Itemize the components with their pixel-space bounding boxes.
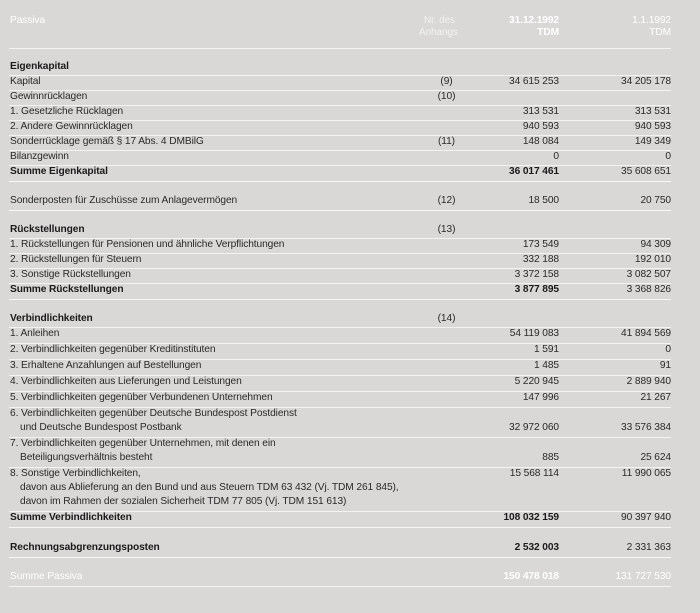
row-value-1992-start: 3 368 826 — [626, 284, 671, 295]
row-value-1992-end: 108 032 159 — [503, 512, 559, 523]
row-value-1992-end: 36 017 461 — [509, 166, 559, 177]
row-value-1992-end: 15 568 114 — [509, 468, 559, 479]
row-value-1992-start: 90 397 940 — [621, 512, 671, 523]
row-label: Sonderposten für Zuschüsse zum Anlagevermögen — [10, 195, 238, 206]
row-value-1992-end: 54 119 083 — [509, 328, 559, 339]
row-label: Rückstellungen — [10, 224, 85, 235]
row-note: (10) — [437, 91, 456, 102]
row-label: Rechnungsabgrenzungsposten — [10, 542, 160, 553]
table-row — [9, 482, 671, 496]
row-value-1992-end: 3 877 895 — [514, 284, 559, 295]
row-label: 3. Erhaltene Anzahlungen auf Bestellungen — [10, 360, 202, 371]
table-row — [9, 438, 671, 452]
row-value-1992-end: 2 532 003 — [514, 542, 559, 553]
note-header-line2: Anhangs — [419, 27, 458, 38]
row-value-1992-end: 173 549 — [522, 239, 559, 250]
row-value-1992-start: 11 990 065 — [621, 468, 671, 479]
row-label: 4. Verbindlichkeiten aus Lieferungen und Leistungen — [10, 376, 242, 387]
col1-date: 31.12.1992 — [509, 15, 559, 26]
row-value-1992-end: 0 — [553, 151, 559, 162]
row-label: 7. Verbindlichkeiten gegenüber Unternehmen, mit denen ein — [10, 438, 276, 449]
row-value-1992-start: 0 — [665, 344, 671, 355]
row-label: 6. Verbindlichkeiten gegenüber Deutsche Bundespost Postdienst — [10, 408, 297, 419]
row-note: (14) — [437, 313, 456, 324]
section-heading-rueckstellungen — [9, 224, 671, 239]
total-row — [9, 512, 671, 528]
column-header-1992-end — [509, 15, 559, 39]
row-value-1992-start: 25 624 — [640, 452, 671, 463]
row-note: (11) — [438, 136, 455, 147]
row-value-1992-end: 940 593 — [522, 121, 559, 132]
table-row — [9, 422, 671, 438]
table-row — [9, 328, 671, 344]
row-label: 2. Verbindlichkeiten gegenüber Kreditinstituten — [10, 344, 216, 355]
row-label: Beteiligungsverhältnis besteht — [20, 452, 153, 463]
table-row — [9, 106, 671, 121]
row-label: 1. Rückstellungen für Pensionen und ähnliche Verpflichtungen — [10, 239, 285, 250]
row-value-1992-start: 313 531 — [634, 106, 671, 117]
row-label: davon aus Ablieferung an den Bund und aus Steuern TDM 63 432 (Vj. TDM 261 845), — [20, 482, 399, 493]
total-row — [9, 284, 671, 300]
row-label: 5. Verbindlichkeiten gegenüber Verbundenen Unternehmen — [10, 392, 273, 403]
row-value-1992-end: 1 485 — [534, 360, 559, 371]
passiva-title: Passiva — [10, 15, 45, 26]
col2-unit: TDM — [649, 27, 671, 38]
row-value-1992-start: 41 894 569 — [621, 328, 671, 339]
row-label: Verbindlichkeiten — [10, 313, 93, 324]
row-value-1992-start: 149 349 — [634, 136, 671, 147]
row-note: (13) — [437, 224, 456, 235]
table-header — [9, 14, 671, 49]
row-value-1992-start: 33 576 384 — [621, 422, 671, 433]
row-value-1992-start: 35 608 651 — [621, 166, 671, 177]
total-row — [9, 166, 671, 182]
row-label: 8. Sonstige Verbindlichkeiten, — [10, 468, 141, 479]
row-label: und Deutsche Bundespost Postbank — [20, 422, 182, 433]
table-row — [9, 496, 671, 512]
table-row — [9, 468, 671, 482]
row-label: Summe Eigenkapital — [10, 166, 108, 177]
row-value-1992-start: 34 205 178 — [621, 76, 671, 87]
row-value-1992-start: 91 — [659, 360, 671, 371]
table-row — [9, 136, 671, 151]
row-value-1992-end: 150 478 018 — [503, 571, 559, 582]
table-row — [9, 269, 671, 284]
row-value-1992-end: 34 615 253 — [509, 76, 559, 87]
table-row — [9, 408, 671, 422]
row-value-1992-end: 148 084 — [522, 136, 559, 147]
row-label: Summe Verbindlichkeiten — [10, 512, 132, 523]
section-heading-verbindlichkeiten — [9, 313, 671, 328]
row-value-1992-start: 20 750 — [640, 195, 671, 206]
row-value-1992-start: 2 331 363 — [626, 542, 671, 553]
row-value-1992-end: 5 220 945 — [514, 376, 559, 387]
row-value-1992-start: 3 082 507 — [626, 269, 671, 280]
note-column-header — [419, 15, 458, 39]
grand-total-row — [9, 571, 671, 587]
section-heading-eigenkapital — [9, 61, 671, 76]
table-row — [9, 151, 671, 166]
row-label: 3. Sonstige Rückstellungen — [10, 269, 131, 280]
row-label: davon im Rahmen der sozialen Sicherheit TDM 77 805 (Vj. TDM 151 613) — [20, 496, 347, 507]
table-row — [9, 91, 671, 106]
row-label: Sonderrücklage gemäß § 17 Abs. 4 DMBilG — [10, 136, 204, 147]
row-label: Gewinnrücklagen — [10, 91, 88, 102]
table-row — [9, 121, 671, 136]
row-label: Bilanzgewinn — [10, 151, 69, 162]
row-value-1992-start: 192 010 — [634, 254, 671, 265]
table-row — [9, 239, 671, 254]
row-value-1992-end: 3 372 158 — [514, 269, 559, 280]
row-value-1992-end: 18 500 — [528, 195, 559, 206]
note-header-line1: Nr. des — [424, 15, 455, 26]
row-label: Summe Passiva — [10, 571, 83, 582]
row-value-1992-end: 885 — [542, 452, 559, 463]
row-value-1992-start: 94 309 — [640, 239, 671, 250]
table-row — [9, 76, 671, 91]
table-row — [9, 452, 671, 468]
column-header-1992-start — [632, 15, 671, 39]
row-label: Eigenkapital — [10, 61, 69, 72]
row-value-1992-end: 1 591 — [534, 344, 559, 355]
row-value-1992-start: 21 267 — [640, 392, 671, 403]
row-value-1992-end: 313 531 — [522, 106, 559, 117]
row-value-1992-end: 32 972 060 — [509, 422, 559, 433]
table-row — [9, 542, 671, 558]
col2-date: 1.1.1992 — [632, 15, 671, 26]
table-row — [9, 392, 671, 408]
row-value-1992-start: 940 593 — [634, 121, 671, 132]
row-label: 2. Andere Gewinnrücklagen — [10, 121, 133, 132]
row-value-1992-end: 147 996 — [522, 392, 559, 403]
table-row — [9, 254, 671, 269]
row-value-1992-start: 0 — [665, 151, 671, 162]
row-label: Summe Rückstellungen — [10, 284, 124, 295]
row-value-1992-start: 2 889 940 — [626, 376, 671, 387]
row-label: 2. Rückstellungen für Steuern — [10, 254, 142, 265]
row-value-1992-end: 332 188 — [522, 254, 559, 265]
row-label: Kapital — [10, 76, 41, 87]
row-label: 1. Anleihen — [10, 328, 60, 339]
row-label: 1. Gesetzliche Rücklagen — [10, 106, 124, 117]
table-row — [9, 344, 671, 360]
col1-unit: TDM — [537, 27, 559, 38]
row-note: (12) — [437, 195, 456, 206]
table-row — [9, 360, 671, 376]
table-row — [9, 195, 671, 211]
row-value-1992-start: 131 727 530 — [615, 571, 671, 582]
row-note: (9) — [440, 76, 453, 87]
passiva-table — [9, 14, 671, 587]
table-row — [9, 376, 671, 392]
